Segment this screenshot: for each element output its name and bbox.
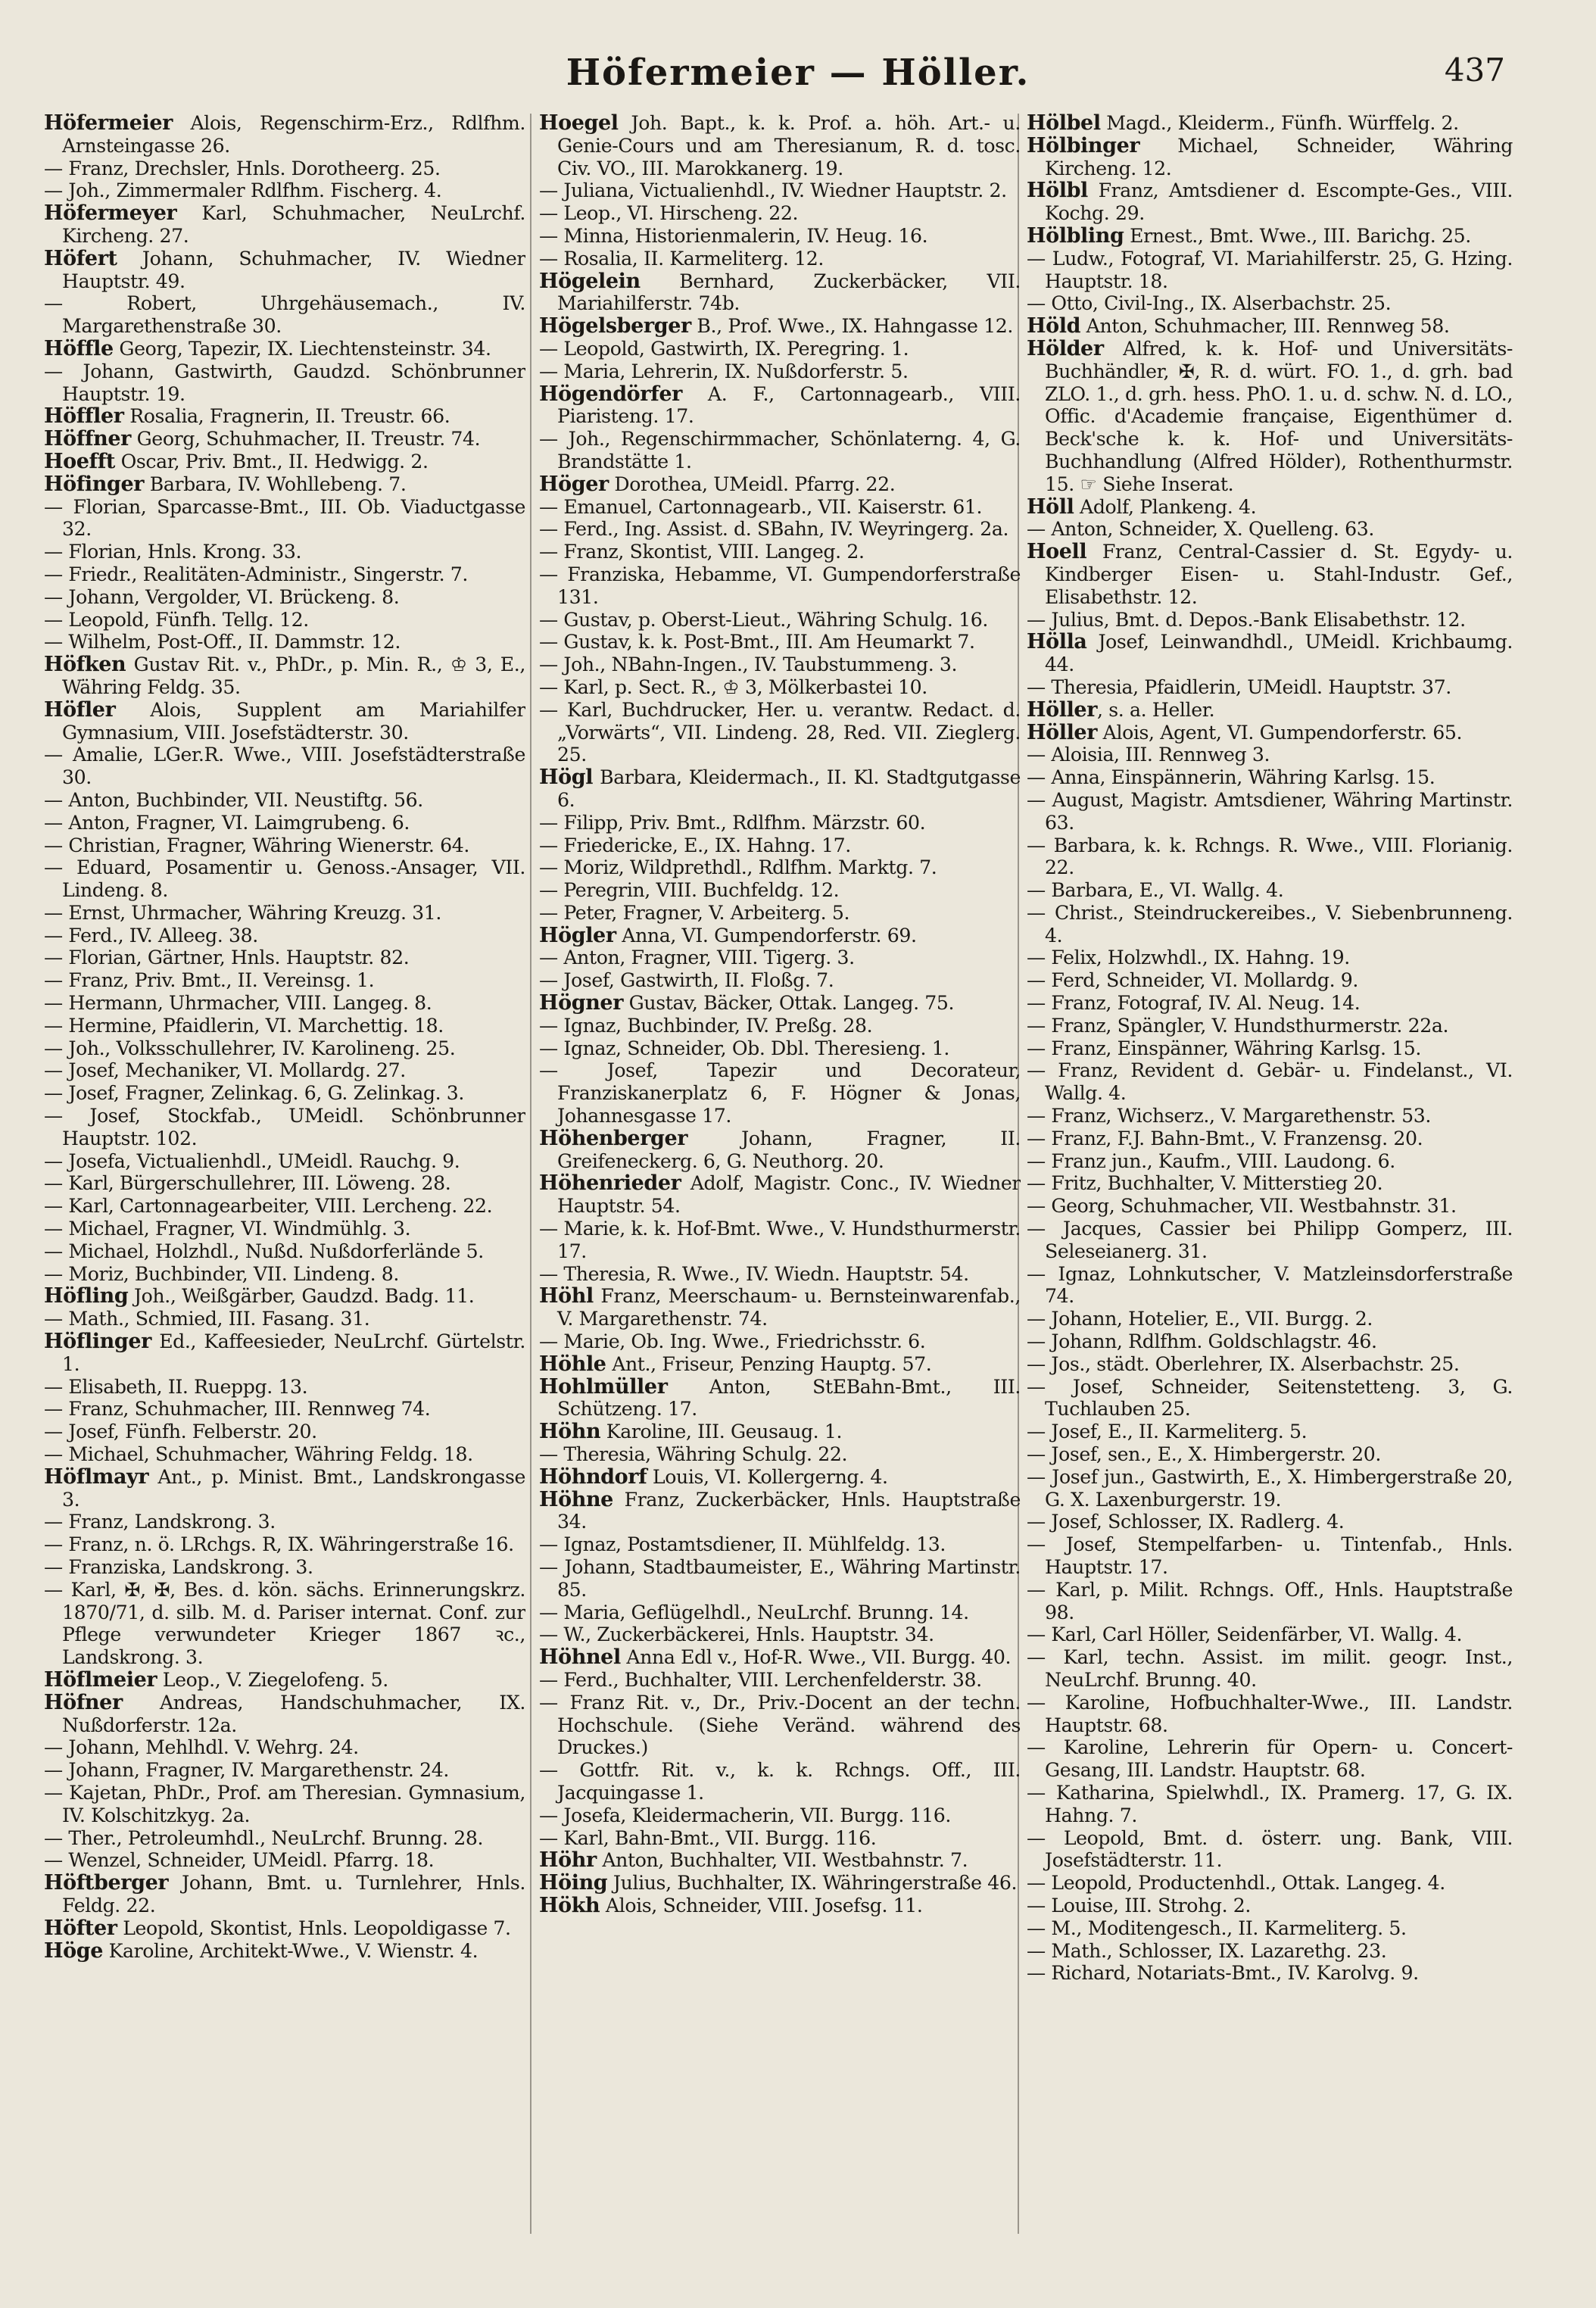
directory-entry: Höhn Karoline, III. Geusaug. 1.	[539, 1420, 843, 1444]
entry-surname: Hölbl	[1027, 179, 1088, 203]
directory-entry: — Ignaz, Postamtsdiener, II. Mühlfeldg. 13.	[539, 1533, 946, 1556]
directory-entry: Höffner Georg, Schuhmacher, II. Treustr. 74.	[44, 427, 481, 451]
entry-surname: Hölbling	[1027, 223, 1124, 248]
directory-entry: — Josef, sen., E., X. Himbergerstr. 20.	[1027, 1443, 1381, 1466]
entry-surname: Högler	[539, 923, 616, 947]
directory-entry: — Joh., Volksschullehrer, IV. Karolineng. 25.	[44, 1037, 456, 1059]
directory-entry: — Josef, Gastwirth, II. Floßg. 7.	[539, 969, 834, 992]
directory-entry: Hoefft Oscar, Priv. Bmt., II. Hedwigg. 2.	[44, 449, 429, 473]
directory-entry: — Peregrin, VIII. Buchfeldg. 12.	[539, 879, 840, 902]
directory-entry: — Emanuel, Cartonnagearb., VII. Kaiserstr. 61.	[539, 495, 983, 518]
directory-entry: — Math., Schmied, III. Fasang. 31.	[44, 1308, 370, 1330]
directory-entry: — Franziska, Hebamme, VI. Gumpendorferstraße 131.	[539, 563, 1021, 608]
entry-surname: Högelsberger	[539, 314, 691, 338]
entry-surname: Hölbinger	[1027, 133, 1140, 158]
directory-entry: — Karl, Bahn-Bmt., VII. Burgg. 116.	[539, 1826, 877, 1849]
column-divider	[530, 114, 531, 2234]
directory-entry: — Franz, Landskrong. 3.	[44, 1511, 276, 1533]
directory-entry: — Franz jun., Kaufm., VIII. Laudong. 6.	[1027, 1149, 1395, 1172]
directory-entry: Hölbl Franz, Amtsdiener d. Escompte-Ges., VIII. Kochg. 29.	[1027, 179, 1513, 225]
directory-entry: — Karl, p. Sect. R., ♔ 3, Mölkerbastei 10.	[539, 675, 927, 698]
entry-surname: Höflmeier	[44, 1667, 157, 1692]
entry-surname: Höftberger	[44, 1871, 169, 1895]
directory-entry: — Jos., städt. Oberlehrer, IX. Alserbachstr. 25.	[1027, 1352, 1460, 1375]
entry-surname: Högner	[539, 991, 624, 1015]
entry-surname: Hölbel	[1027, 112, 1101, 135]
directory-entry: Höfling Joh., Weißgärber, Gaudzd. Badg. 11.	[44, 1284, 475, 1308]
entry-surname: Höfler	[44, 697, 116, 722]
directory-entry: — Franz, F.J. Bahn-Bmt., V. Franzensg. 20.	[1027, 1127, 1423, 1149]
directory-entry: — August, Magistr. Amtsdiener, Währing Martinstr. 63.	[1027, 788, 1513, 834]
directory-entry: — Josef, Stockfab., UMeidl. Schönbrunner Hauptstr. 102.	[44, 1105, 525, 1149]
directory-entry: Höhne Franz, Zuckerbäcker, Hnls. Hauptstraße 34.	[539, 1487, 1021, 1533]
directory-entry: — Leopold, Fünfh. Tellg. 12.	[44, 608, 309, 631]
entry-surname: Högelein	[539, 269, 641, 293]
entry-surname: Höhl	[539, 1284, 594, 1308]
directory-entry: — Johann, Gastwirth, Gaudzd. Schönbrunner Hauptstr. 19.	[44, 360, 525, 405]
directory-entry: — Karl, techn. Assist. im milit. geogr. Inst., NeuLrchf. Brunng. 40.	[1027, 1646, 1513, 1691]
directory-entry: Höfken Gustav Rit. v., PhDr., p. Min. R., ♔ 3, E., Währing Feldg. 35.	[44, 653, 525, 698]
directory-entry: — Michael, Schuhmacher, Währing Feldg. 18.	[44, 1443, 473, 1466]
directory-entry: — Franz, Wichserz., V. Margarethenstr. 53.	[1027, 1105, 1432, 1127]
directory-entry: — Friedericke, E., IX. Hahng. 17.	[539, 834, 851, 856]
directory-entry: — Joh., NBahn-Ingen., IV. Taubstummeng. 3.	[539, 653, 958, 676]
directory-entry: — Wenzel, Schneider, UMeidl. Pfarrg. 18.	[44, 1849, 435, 1872]
entry-surname: Hoell	[1027, 540, 1087, 564]
directory-entry: — Friedr., Realitäten-Administr., Singerstr. 7.	[44, 563, 469, 585]
directory-entry: — Gustav, k. k. Post-Bmt., III. Am Heumarkt 7.	[539, 631, 975, 653]
directory-entry: — Franz, Skontist, VIII. Langeg. 2.	[539, 541, 865, 563]
directory-entry: — Barbara, k. k. Rchngs. R. Wwe., VIII. Florianig. 22.	[1027, 834, 1513, 879]
entry-surname: Höfermeyer	[44, 201, 177, 226]
directory-entry: — Franz, Revident d. Gebär- u. Findelanst., VI. Wallg. 4.	[1027, 1059, 1513, 1105]
directory-entry: Högner Gustav, Bäcker, Ottak. Langeg. 75.	[539, 991, 955, 1015]
directory-entry: — Anton, Buchbinder, VII. Neustiftg. 56.	[44, 788, 423, 811]
entry-surname: Höhr	[539, 1848, 597, 1873]
directory-entry: Höfermeier Alois, Regenschirm-Erz., Rdlfhm. Arnsteingasse 26.	[44, 112, 525, 157]
directory-entry: — Gottfr. Rit. v., k. k. Rchngs. Off., III. Jacquingasse 1.	[539, 1759, 1021, 1804]
directory-entry: Höller, s. a. Heller.	[1027, 697, 1215, 722]
directory-entry: — Minna, Historienmalerin, IV. Heug. 16.	[539, 224, 928, 247]
directory-entry: — Ferd., Ing. Assist. d. SBahn, IV. Weyringerg. 2a.	[539, 518, 1009, 541]
entry-surname: Höhle	[539, 1352, 606, 1376]
directory-entry: — Leopold, Gastwirth, IX. Peregring. 1.	[539, 337, 909, 360]
directory-entry: — Leopold, Productenhdl., Ottak. Langeg. 4.	[1027, 1872, 1445, 1895]
directory-entry: Höftberger Johann, Bmt. u. Turnlehrer, Hnls. Feldg. 22.	[44, 1871, 525, 1917]
directory-entry: — Gustav, p. Oberst-Lieut., Währing Schulg. 16.	[539, 608, 988, 631]
directory-entry: — Aloisia, III. Rennweg 3.	[1027, 744, 1270, 766]
directory-entry: Höhle Ant., Friseur, Penzing Hauptg. 57.	[539, 1352, 932, 1376]
directory-entry: Höhnel Anna Edl v., Hof-R. Wwe., VII. Burgg. 40.	[539, 1645, 1012, 1670]
directory-entry: — Anna, Einspännerin, Währing Karlsg. 15.	[1027, 766, 1435, 789]
directory-entry: Höffler Rosalia, Fragnerin, II. Treustr. 66.	[44, 404, 450, 429]
directory-entry: Höll Adolf, Plankeng. 4.	[1027, 494, 1257, 519]
directory-entry: — Anton, Fragner, VI. Laimgrubeng. 6.	[44, 811, 410, 834]
directory-entry: — Josef, Mechaniker, VI. Mollardg. 27.	[44, 1059, 406, 1082]
directory-entry: — Georg, Schuhmacher, VII. Westbahnstr. 31.	[1027, 1195, 1457, 1218]
directory-entry: Höfinger Barbara, IV. Wohllebeng. 7.	[44, 472, 407, 496]
entry-surname: Höge	[44, 1938, 103, 1963]
directory-entry: Höhl Franz, Meerschaum- u. Bernsteinwarenfab., V. Margarethenstr. 74.	[539, 1284, 1021, 1330]
directory-entry: Hölbling Ernest., Bmt. Wwe., III. Barichg. 25.	[1027, 223, 1471, 248]
directory-entry: — Theresia, Pfaidlerin, UMeidl. Hauptstr. 37.	[1027, 675, 1451, 698]
directory-entry: — Marie, Ob. Ing. Wwe., Friedrichsstr. 6.	[539, 1330, 926, 1353]
directory-entry: Höflmayr Ant., p. Minist. Bmt., Landskrongasse 3.	[44, 1464, 525, 1511]
directory-entry: Hökh Alois, Schneider, VIII. Josefsg. 11.	[539, 1893, 923, 1917]
entry-surname: Höfert	[44, 246, 117, 270]
directory-entry: — Florian, Gärtner, Hnls. Hauptstr. 82.	[44, 947, 410, 969]
directory-entry: Högelein Bernhard, Zuckerbäcker, VII. Mariahilferstr. 74b.	[539, 269, 1021, 315]
directory-entry: — Elisabeth, II. Rueppg. 13.	[44, 1375, 308, 1398]
entry-surname: Höffler	[44, 404, 124, 429]
entry-surname: Höger	[539, 472, 609, 496]
directory-entry: — Karoline, Lehrerin für Opern- u. Concert-Gesang, III. Landstr. Hauptstr. 68.	[1027, 1736, 1513, 1782]
directory-entry: — M., Moditengesch., II. Karmeliterg. 5.	[1027, 1917, 1407, 1939]
directory-entry: — Moriz, Wildprethdl., Rdlfhm. Marktg. 7.	[539, 856, 937, 879]
directory-entry: — Franz, Fotograf, IV. Al. Neug. 14.	[1027, 992, 1361, 1015]
directory-entry: — Maria, Geflügelhdl., NeuLrchf. Brunng. 14.	[539, 1601, 969, 1623]
directory-entry: — Fritz, Buchhalter, V. Mitterstieg 20.	[1027, 1172, 1383, 1195]
directory-entry: — Florian, Hnls. Krong. 33.	[44, 541, 302, 563]
directory-entry: — Theresia, Währing Schulg. 22.	[539, 1443, 848, 1466]
directory-entry: — Hermann, Uhrmacher, VIII. Langeg. 8.	[44, 992, 432, 1015]
entry-surname: Höflmayr	[44, 1464, 149, 1489]
directory-entry: — Eduard, Posamentir u. Genoss.-Ansager, VII. Lindeng. 8.	[44, 856, 525, 902]
directory-entry: Hölla Josef, Leinwandhdl., UMeidl. Krichbaumg. 44.	[1027, 630, 1513, 676]
entry-surname: Höfner	[44, 1690, 123, 1714]
directory-entry: Hohlmüller Anton, StEBahn-Bmt., III. Schützeng. 17.	[539, 1374, 1021, 1421]
directory-entry: Höfner Andreas, Handschuhmacher, IX. Nußdorferstr. 12a.	[44, 1690, 525, 1736]
directory-entry: Hoegel Joh. Bapt., k. k. Prof. a. höh. Art.- u. Genie-Cours und am Theresianum, R. d. tosc. Civ. VO., III. Marokkanerg. 19.	[539, 112, 1021, 179]
directory-entry: Hölbinger Michael, Schneider, Währing Kircheng. 12.	[1027, 133, 1513, 179]
directory-entry: — Richard, Notariats-Bmt., IV. Karolvg. 9.	[1027, 1962, 1419, 1985]
directory-entry: — Karl, ✠, ✠, Bes. d. kön. sächs. Erinnerungskrz. 1870/71, d. silb. M. d. Pariser internat. Conf. zur Pflege verwundeter Krieger 1867 ꝛc., Landskrong. 3.	[44, 1578, 525, 1669]
directory-entry: — Josefa, Kleidermacherin, VII. Burgg. 116.	[539, 1804, 952, 1826]
directory-entry: — Franz, Spängler, V. Hundsthurmerstr. 22a.	[1027, 1014, 1449, 1037]
directory-entry: Höhndorf Louis, VI. Kollergerng. 4.	[539, 1464, 888, 1489]
directory-entry: — Joh., Zimmermaler Rdlfhm. Fischerg. 4.	[44, 179, 442, 202]
directory-entry: — Moriz, Buchbinder, VII. Lindeng. 8.	[44, 1262, 400, 1285]
directory-entry: — Wilhelm, Post-Off., II. Dammstr. 12.	[44, 631, 401, 653]
directory-entry: Höld Anton, Schuhmacher, III. Rennweg 58.	[1027, 314, 1450, 338]
page-number: 437	[1444, 51, 1505, 89]
directory-entry: Höller Alois, Agent, VI. Gumpendorferstr. 65.	[1027, 720, 1463, 744]
entry-surname: Höhn	[539, 1420, 601, 1444]
directory-entry: — Franz, Priv. Bmt., II. Vereinsg. 1.	[44, 969, 375, 992]
directory-entry: — Louise, III. Strohg. 2.	[1027, 1894, 1252, 1917]
directory-entry: — W., Zuckerbäckerei, Hnls. Hauptstr. 34.	[539, 1623, 934, 1646]
directory-entry: — Josef jun., Gastwirth, E., X. Himbergerstraße 20, G. X. Laxenburgerstr. 19.	[1027, 1465, 1513, 1511]
directory-entry: — Leopold, Bmt. d. österr. ung. Bank, VIII. Josefstädterstr. 11.	[1027, 1826, 1513, 1872]
entry-surname: Höfermeier	[44, 112, 173, 135]
directory-entry: — Florian, Sparcasse-Bmt., III. Ob. Viaductgasse 32.	[44, 495, 525, 541]
directory-entry: — Ferd., Buchhalter, VIII. Lerchenfelderstr. 38.	[539, 1668, 982, 1691]
directory-entry: — Karl, Carl Höller, Seidenfärber, VI. Wallg. 4.	[1027, 1623, 1463, 1646]
directory-entry: — Karl, Cartonnagearbeiter, VIII. Lercheng. 22.	[44, 1195, 493, 1218]
entry-surname: Höhenrieder	[539, 1171, 681, 1196]
directory-entry: — Felix, Holzwhdl., IX. Hahng. 19.	[1027, 947, 1350, 969]
directory-entry: Höfermeyer Karl, Schuhmacher, NeuLrchf. Kircheng. 27.	[44, 201, 525, 247]
directory-entry: — Karl, p. Milit. Rchngs. Off., Hnls. Hauptstraße 98.	[1027, 1578, 1513, 1623]
directory-entry: — Theresia, R. Wwe., IV. Wiedn. Hauptstr. 54.	[539, 1262, 969, 1285]
entry-surname: Hölla	[1027, 630, 1087, 654]
entry-surname: Höfter	[44, 1916, 117, 1940]
entry-surname: Höhnel	[539, 1645, 621, 1670]
column-1	[44, 112, 525, 2278]
entry-surname: Höller	[1027, 697, 1098, 722]
directory-entry: — Christian, Fragner, Währing Wienerstr. 64.	[44, 834, 469, 856]
directory-entry: Höhenrieder Adolf, Magistr. Conc., IV. Wiedner Hauptstr. 54.	[539, 1171, 1021, 1218]
directory-entry: — Franz, Einspänner, Währing Karlsg. 15.	[1027, 1037, 1422, 1059]
directory-entry: — Kajetan, PhDr., Prof. am Theresian. Gymnasium, IV. Kolschitzkyg. 2a.	[44, 1781, 525, 1826]
entry-surname: Högendörfer	[539, 382, 682, 406]
directory-entry: — Ludw., Fotograf, VI. Mariahilferstr. 25, G. Hzing. Hauptstr. 18.	[1027, 247, 1513, 292]
entry-surname: Höfling	[44, 1284, 129, 1308]
directory-entry: — Michael, Holzhdl., Nußd. Nußdorferlände 5.	[44, 1240, 484, 1262]
entry-surname: Högl	[539, 766, 594, 790]
directory-entry: Höhenberger Johann, Fragner, II. Greifeneckerg. 6, G. Neuthorg. 20.	[539, 1126, 1021, 1172]
directory-entry: Hölbel Magd., Kleiderm., Fünfh. Würffelg. 2.	[1027, 112, 1459, 135]
directory-entry: — Otto, Civil-Ing., IX. Alserbachstr. 25.	[1027, 292, 1392, 315]
directory-entry: — Ferd., IV. Alleeg. 38.	[44, 924, 258, 947]
directory-entry: — Juliana, Victualienhdl., IV. Wiedner Hauptstr. 2.	[539, 179, 1007, 202]
directory-entry: — Johann, Vergolder, VI. Brückeng. 8.	[44, 585, 400, 608]
directory-entry: — Ferd, Schneider, VI. Mollardg. 9.	[1027, 969, 1359, 992]
directory-entry: — Franz, Schuhmacher, III. Rennweg 74.	[44, 1398, 431, 1421]
entry-surname: Höflinger	[44, 1330, 151, 1354]
directory-entry: — Johann, Fragner, IV. Margarethenstr. 24.	[44, 1759, 449, 1782]
directory-entry: — Leop., VI. Hirscheng. 22.	[539, 202, 799, 225]
directory-entry: — Franz, n. ö. LRchgs. R, IX. Währingerstraße 16.	[44, 1533, 514, 1556]
directory-entry: — Johann, Hotelier, E., VII. Burgg. 2.	[1027, 1308, 1373, 1330]
entry-surname: Hökh	[539, 1893, 600, 1917]
directory-entry: — Hermine, Pfaidlerin, VI. Marchettig. 18.	[44, 1014, 444, 1037]
directory-entry: — Michael, Fragner, VI. Windmühlg. 3.	[44, 1218, 411, 1240]
directory-entry: — Robert, Uhrgehäusemach., IV. Margarethenstraße 30.	[44, 292, 525, 338]
directory-entry: — Ignaz, Buchbinder, IV. Preßg. 28.	[539, 1014, 873, 1037]
directory-entry: — Josef, Tapezir und Decorateur, Franziskanerplatz 6, F. Högner & Jonas, Johannesgasse 17.	[539, 1059, 1021, 1127]
directory-entry: — Anton, Schneider, X. Quelleng. 63.	[1027, 518, 1374, 541]
directory-entry: — Rosalia, II. Karmeliterg. 12.	[539, 247, 824, 270]
directory-entry: — Katharina, Spielwhdl., IX. Pramerg. 17, G. IX. Hahng. 7.	[1027, 1781, 1513, 1826]
directory-entry: Höfter Leopold, Skontist, Hnls. Leopoldigasse 7.	[44, 1916, 511, 1940]
directory-entry: — Josefa, Victualienhdl., UMeidl. Rauchg. 9.	[44, 1149, 460, 1172]
entry-surname: Höller	[1027, 720, 1098, 744]
entry-surname: Hölder	[1027, 336, 1104, 360]
directory-entry: — Josef, Fünfh. Felberstr. 20.	[44, 1421, 317, 1443]
entry-surname: Hohlmüller	[539, 1374, 668, 1399]
entry-surname: Höll	[1027, 494, 1074, 519]
directory-entry: Höfert Johann, Schuhmacher, IV. Wiedner Hauptstr. 49.	[44, 246, 525, 292]
directory-entry: Höger Dorothea, UMeidl. Pfarrg. 22.	[539, 472, 896, 496]
directory-entry: Höge Karoline, Architekt-Wwe., V. Wienstr. 4.	[44, 1938, 478, 1963]
page-title: Höfermeier — Höller.	[566, 51, 1030, 94]
directory-entry: — Christ., Steindruckereibes., V. Siebenbrunneng. 4.	[1027, 901, 1513, 947]
directory-entry: — Joh., Regenschirmmacher, Schönlaterng. 4, G. Brandstätte 1.	[539, 428, 1021, 473]
directory-entry: — Ignaz, Lohnkutscher, V. Matzleinsdorferstraße 74.	[1027, 1262, 1513, 1308]
directory-entry: — Johann, Rdlfhm. Goldschlagstr. 46.	[1027, 1330, 1377, 1353]
directory-entry: — Maria, Lehrerin, IX. Nußdorferstr. 5.	[539, 360, 909, 382]
directory-entry: Högler Anna, VI. Gumpendorferstr. 69.	[539, 923, 917, 947]
directory-entry: — Karl, Buchdrucker, Her. u. verantw. Redact. d. „Vorwärts“, VII. Lindeng. 28, Red. VII. Zieglerg. 25.	[539, 698, 1021, 766]
directory-entry: Högl Barbara, Kleidermach., II. Kl. Stadtgutgasse 6.	[539, 766, 1021, 811]
directory-entry: Hoell Franz, Central-Cassier d. St. Egydy- u. Kindberger Eisen- u. Stahl-Industr. Gef., Elisabethstr. 12.	[1027, 540, 1513, 608]
directory-entry: Högendörfer A. F., Cartonnagearb., VIII. Piaristeng. 17.	[539, 382, 1021, 428]
entry-surname: Höld	[1027, 314, 1081, 338]
directory-entry: — Ther., Petroleumhdl., NeuLrchf. Brunng. 28.	[44, 1826, 484, 1849]
entry-surname: Höing	[539, 1871, 608, 1895]
entry-surname: Höhndorf	[539, 1464, 647, 1489]
directory-entry: Höflmeier Leop., V. Ziegelofeng. 5.	[44, 1667, 388, 1692]
directory-entry: — Karl, Bürgerschullehrer, III. Löweng. 28.	[44, 1172, 451, 1195]
directory-entry: — Franziska, Landskrong. 3.	[44, 1556, 313, 1578]
directory-entry: — Peter, Fragner, V. Arbeiterg. 5.	[539, 901, 850, 924]
directory-entry: — Franz Rit. v., Dr., Priv.-Docent an der techn. Hochschule. (Siehe Veränd. während des Druckes.)	[539, 1691, 1021, 1759]
directory-entry: Höhr Anton, Buchhalter, VII. Westbahnstr. 7.	[539, 1848, 968, 1873]
directory-entry: Höfler Alois, Supplent am Mariahilfer Gymnasium, VIII. Josefstädterstr. 30.	[44, 697, 525, 744]
directory-entry: — Filipp, Priv. Bmt., Rdlfhm. Märzstr. 60.	[539, 811, 926, 834]
directory-entry: — Ernst, Uhrmacher, Währing Kreuzg. 31.	[44, 901, 442, 924]
entry-surname: Höffner	[44, 427, 131, 451]
directory-entry: Högelsberger B., Prof. Wwe., IX. Hahngasse 12.	[539, 314, 1013, 338]
directory-entry: — Josef, Stempelfarben- u. Tintenfab., Hnls. Hauptstr. 17.	[1027, 1533, 1513, 1578]
directory-entry: — Julius, Bmt. d. Depos.-Bank Elisabethstr. 12.	[1027, 608, 1466, 631]
entry-surname: Höffle	[44, 336, 114, 360]
page-header	[0, 47, 1596, 108]
entry-surname: Höhenberger	[539, 1126, 688, 1150]
directory-entry: — Anton, Fragner, VIII. Tigerg. 3.	[539, 947, 855, 969]
directory-entry: — Ignaz, Schneider, Ob. Dbl. Theresieng. 1.	[539, 1037, 949, 1059]
directory-entry: — Franz, Drechsler, Hnls. Dorotheerg. 25.	[44, 157, 441, 179]
directory-entry: — Johann, Mehlhdl. V. Wehrg. 24.	[44, 1736, 359, 1759]
directory-entry: — Math., Schlosser, IX. Lazarethg. 23.	[1027, 1939, 1387, 1962]
entry-surname: Höfinger	[44, 472, 145, 496]
directory-entry: Höflinger Ed., Kaffeesieder, NeuLrchf. Gürtelstr. 1.	[44, 1330, 525, 1375]
directory-entry: — Amalie, LGer.R. Wwe., VIII. Josefstädterstraße 30.	[44, 744, 525, 789]
directory-entry: — Josef, Schlosser, IX. Radlerg. 4.	[1027, 1511, 1345, 1533]
directory-entry: — Jacques, Cassier bei Philipp Gomperz, III. Seleseianerg. 31.	[1027, 1218, 1513, 1262]
directory-entry: Hölder Alfred, k. k. Hof- und Universitäts-Buchhändler, ✠, R. d. würt. FO. 1., d. grh. bad ZLO. 1., d. grh. hess. PhO. 1. u. d. schw. N. d. LO., Offic. d'Academie française, Eigenthümer d. Beck'sche k. k. Hof- und Universitäts-Buchhandlung (Alfred Hölder), Rothenthurmstr. 15. ☞ Siehe Inserat.	[1027, 336, 1513, 495]
directory-entry: — Josef, E., II. Karmeliterg. 5.	[1027, 1421, 1308, 1443]
entry-surname: Hoegel	[539, 112, 619, 135]
directory-entry: — Johann, Stadtbaumeister, E., Währing Martinstr. 85.	[539, 1556, 1021, 1601]
column-3	[1027, 112, 1513, 2278]
directory-entry: — Marie, k. k. Hof-Bmt. Wwe., V. Hundsthurmerstr. 17.	[539, 1218, 1021, 1262]
column-2	[539, 112, 1021, 2278]
entry-surname: Höfken	[44, 653, 126, 677]
directory-entry: Höffle Georg, Tapezir, IX. Liechtensteinstr. 34.	[44, 336, 491, 360]
directory-entry: — Josef, Fragner, Zelinkag. 6, G. Zelinkag. 3.	[44, 1082, 465, 1105]
entry-surname: Hoefft	[44, 449, 115, 473]
entry-surname: Höhne	[539, 1487, 613, 1511]
directory-entry: — Josef, Schneider, Seitenstetteng. 3, G. Tuchlauben 25.	[1027, 1375, 1513, 1421]
directory-entry: — Barbara, E., VI. Wallg. 4.	[1027, 879, 1284, 902]
directory-entry: — Karoline, Hofbuchhalter-Wwe., III. Landstr. Hauptstr. 68.	[1027, 1691, 1513, 1736]
directory-entry: Höing Julius, Buchhalter, IX. Währingerstraße 46.	[539, 1871, 1018, 1895]
